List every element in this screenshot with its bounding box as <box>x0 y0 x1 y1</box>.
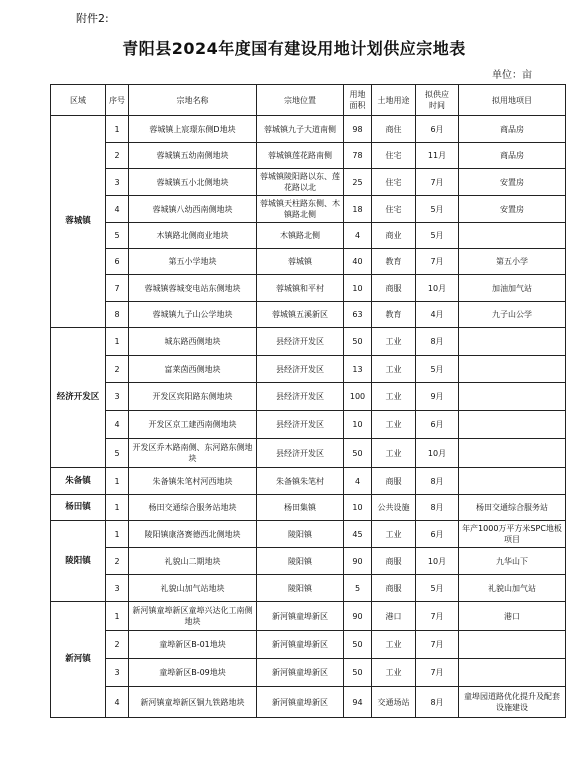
table-body <box>51 116 566 718</box>
cell-project <box>459 468 566 495</box>
cell-area: 50 <box>344 659 372 687</box>
cell-use: 教育 <box>372 249 416 275</box>
cell-seq: 1 <box>106 328 129 356</box>
cell-project <box>459 659 566 687</box>
region-cell: 朱备镇 <box>51 468 106 495</box>
cell-project: 加油加气站 <box>459 275 566 302</box>
cell-seq: 2 <box>106 631 129 659</box>
cell-name: 蓉城镇九子山公学地块 <box>129 302 257 328</box>
cell-name: 朱备镇朱笔村河西地块 <box>129 468 257 495</box>
table-row <box>51 631 566 659</box>
cell-name: 开发区京工建西南侧地块 <box>129 411 257 439</box>
cell-name: 陵阳镇康洛赛德西北侧地块 <box>129 521 257 548</box>
cell-time: 7月 <box>416 602 459 631</box>
cell-location: 陵阳镇 <box>257 575 344 602</box>
cell-location: 蓉城镇 <box>257 249 344 275</box>
cell-use: 交通场站 <box>372 687 416 718</box>
cell-name: 蓉城镇五幼南侧地块 <box>129 143 257 169</box>
cell-use: 商服 <box>372 275 416 302</box>
table-header-row <box>51 85 566 116</box>
cell-name: 第五小学地块 <box>129 249 257 275</box>
cell-project: 杨田交通综合服务站 <box>459 495 566 521</box>
table-row <box>51 356 566 383</box>
cell-seq: 1 <box>106 116 129 143</box>
cell-area: 25 <box>344 169 372 196</box>
cell-use: 商服 <box>372 548 416 575</box>
cell-use: 工业 <box>372 356 416 383</box>
cell-use: 住宅 <box>372 169 416 196</box>
header-location: 宗地位置 <box>257 85 344 116</box>
cell-use: 港口 <box>372 602 416 631</box>
cell-location: 陵阳镇 <box>257 548 344 575</box>
cell-location: 木镇路北侧 <box>257 223 344 249</box>
table-row <box>51 602 566 631</box>
cell-time: 5月 <box>416 356 459 383</box>
region-cell: 经济开发区 <box>51 328 106 468</box>
cell-project <box>459 439 566 468</box>
cell-name: 新河镇童埠新区童埠兴达化工南侧地块 <box>129 602 257 631</box>
cell-use: 商服 <box>372 575 416 602</box>
cell-name: 蓉城镇上宸璟东侧D地块 <box>129 116 257 143</box>
cell-project: 安置房 <box>459 169 566 196</box>
cell-project: 九子山公学 <box>459 302 566 328</box>
cell-area: 10 <box>344 495 372 521</box>
cell-location: 蓉城镇陵阳路以东、莲花路以北 <box>257 169 344 196</box>
cell-location: 蓉城镇和平村 <box>257 275 344 302</box>
cell-time: 8月 <box>416 468 459 495</box>
cell-seq: 4 <box>106 687 129 718</box>
cell-area: 98 <box>344 116 372 143</box>
cell-seq: 5 <box>106 439 129 468</box>
cell-area: 50 <box>344 631 372 659</box>
cell-seq: 4 <box>106 196 129 223</box>
cell-name: 童埠新区B-01地块 <box>129 631 257 659</box>
table-row <box>51 439 566 468</box>
cell-project: 九华山下 <box>459 548 566 575</box>
table-row <box>51 275 566 302</box>
cell-location: 新河镇童埠新区 <box>257 687 344 718</box>
cell-use: 工业 <box>372 659 416 687</box>
cell-time: 5月 <box>416 196 459 223</box>
table-row <box>51 116 566 143</box>
cell-use: 商业 <box>372 223 416 249</box>
cell-seq: 5 <box>106 223 129 249</box>
cell-area: 90 <box>344 602 372 631</box>
cell-seq: 2 <box>106 548 129 575</box>
cell-time: 6月 <box>416 411 459 439</box>
region-cell: 蓉城镇 <box>51 116 106 328</box>
cell-name: 城东路西侧地块 <box>129 328 257 356</box>
table-row <box>51 223 566 249</box>
cell-time: 11月 <box>416 143 459 169</box>
cell-use: 工业 <box>372 411 416 439</box>
cell-area: 45 <box>344 521 372 548</box>
cell-name: 蓉城镇蓉城变电站东侧地块 <box>129 275 257 302</box>
cell-location: 朱备镇朱笔村 <box>257 468 344 495</box>
cell-name: 开发区乔木路南侧、东河路东侧地块 <box>129 439 257 468</box>
region-cell: 新河镇 <box>51 602 106 718</box>
cell-time: 7月 <box>416 169 459 196</box>
cell-use: 工业 <box>372 439 416 468</box>
table-row <box>51 302 566 328</box>
cell-area: 4 <box>344 468 372 495</box>
cell-time: 6月 <box>416 116 459 143</box>
table-row <box>51 411 566 439</box>
cell-use: 住宅 <box>372 143 416 169</box>
cell-project <box>459 631 566 659</box>
cell-time: 10月 <box>416 275 459 302</box>
cell-area: 78 <box>344 143 372 169</box>
cell-project: 礼貌山加气站 <box>459 575 566 602</box>
attachment-label: 附件2: <box>76 12 109 25</box>
cell-seq: 6 <box>106 249 129 275</box>
cell-time: 10月 <box>416 548 459 575</box>
cell-seq: 3 <box>106 659 129 687</box>
cell-area: 63 <box>344 302 372 328</box>
cell-time: 10月 <box>416 439 459 468</box>
table-row <box>51 383 566 411</box>
cell-name: 新河镇童埠新区铜九铁路地块 <box>129 687 257 718</box>
cell-area: 50 <box>344 328 372 356</box>
cell-time: 5月 <box>416 575 459 602</box>
cell-location: 县经济开发区 <box>257 383 344 411</box>
table-row <box>51 196 566 223</box>
cell-area: 5 <box>344 575 372 602</box>
header-seq: 序号 <box>106 85 129 116</box>
cell-seq: 2 <box>106 143 129 169</box>
cell-time: 6月 <box>416 521 459 548</box>
cell-area: 94 <box>344 687 372 718</box>
cell-use: 商住 <box>372 116 416 143</box>
cell-location: 新河镇童埠新区 <box>257 631 344 659</box>
cell-time: 7月 <box>416 659 459 687</box>
cell-seq: 1 <box>106 521 129 548</box>
cell-seq: 2 <box>106 356 129 383</box>
table-row <box>51 143 566 169</box>
cell-use: 商服 <box>372 468 416 495</box>
cell-name: 礼貌山加气站地块 <box>129 575 257 602</box>
cell-seq: 1 <box>106 468 129 495</box>
cell-location: 县经济开发区 <box>257 411 344 439</box>
cell-location: 县经济开发区 <box>257 328 344 356</box>
cell-area: 90 <box>344 548 372 575</box>
unit-label: 单位：亩 <box>492 70 532 81</box>
cell-location: 蓉城镇天柱路东侧、木镇路北侧 <box>257 196 344 223</box>
cell-project: 商品房 <box>459 116 566 143</box>
cell-time: 4月 <box>416 302 459 328</box>
cell-time: 9月 <box>416 383 459 411</box>
page-title: 青阳县2024年度国有建设用地计划供应宗地表 <box>122 39 466 58</box>
cell-project: 商品房 <box>459 143 566 169</box>
cell-location: 县经济开发区 <box>257 356 344 383</box>
cell-project: 童埠园道路优化提升及配套设施建设 <box>459 687 566 718</box>
table-row <box>51 468 566 495</box>
cell-seq: 3 <box>106 575 129 602</box>
table-row <box>51 659 566 687</box>
cell-area: 100 <box>344 383 372 411</box>
table-row <box>51 169 566 196</box>
region-cell: 杨田镇 <box>51 495 106 521</box>
table-row <box>51 249 566 275</box>
cell-location: 新河镇童埠新区 <box>257 602 344 631</box>
cell-area: 18 <box>344 196 372 223</box>
cell-time: 8月 <box>416 495 459 521</box>
cell-seq: 1 <box>106 495 129 521</box>
cell-area: 13 <box>344 356 372 383</box>
cell-location: 蓉城镇五溪新区 <box>257 302 344 328</box>
cell-use: 工业 <box>372 383 416 411</box>
table-row <box>51 328 566 356</box>
cell-location: 新河镇童埠新区 <box>257 659 344 687</box>
cell-use: 教育 <box>372 302 416 328</box>
region-cell: 陵阳镇 <box>51 521 106 602</box>
cell-use: 工业 <box>372 521 416 548</box>
cell-seq: 7 <box>106 275 129 302</box>
cell-use: 工业 <box>372 631 416 659</box>
header-time: 拟供应 时间 <box>416 85 459 116</box>
cell-location: 县经济开发区 <box>257 439 344 468</box>
cell-seq: 3 <box>106 169 129 196</box>
land-supply-table <box>50 84 566 718</box>
header-name: 宗地名称 <box>129 85 257 116</box>
cell-project: 年产1000万平方米SPC地板项目 <box>459 521 566 548</box>
cell-time: 7月 <box>416 249 459 275</box>
table-row <box>51 495 566 521</box>
cell-use: 工业 <box>372 328 416 356</box>
header-region: 区域 <box>51 85 106 116</box>
cell-name: 开发区宾阳路东侧地块 <box>129 383 257 411</box>
table-row <box>51 521 566 548</box>
cell-project <box>459 223 566 249</box>
cell-project: 港口 <box>459 602 566 631</box>
cell-name: 富莱茵西侧地块 <box>129 356 257 383</box>
cell-project: 安置房 <box>459 196 566 223</box>
cell-area: 40 <box>344 249 372 275</box>
cell-time: 7月 <box>416 631 459 659</box>
cell-use: 住宅 <box>372 196 416 223</box>
table-row <box>51 575 566 602</box>
cell-time: 5月 <box>416 223 459 249</box>
header-use: 土地用途 <box>372 85 416 116</box>
cell-area: 4 <box>344 223 372 249</box>
cell-area: 50 <box>344 439 372 468</box>
cell-use: 公共设施 <box>372 495 416 521</box>
cell-project <box>459 383 566 411</box>
cell-seq: 3 <box>106 383 129 411</box>
cell-name: 木镇路北侧商业地块 <box>129 223 257 249</box>
cell-name: 礼貌山二期地块 <box>129 548 257 575</box>
cell-time: 8月 <box>416 687 459 718</box>
cell-location: 杨田集镇 <box>257 495 344 521</box>
cell-location: 蓉城镇莲花路南侧 <box>257 143 344 169</box>
cell-location: 蓉城镇九子大道南侧 <box>257 116 344 143</box>
cell-area: 10 <box>344 275 372 302</box>
cell-location: 陵阳镇 <box>257 521 344 548</box>
table-row <box>51 687 566 718</box>
cell-name: 蓉城镇五小北侧地块 <box>129 169 257 196</box>
cell-time: 8月 <box>416 328 459 356</box>
cell-name: 蓉城镇八幼西南侧地块 <box>129 196 257 223</box>
cell-name: 童埠新区B-09地块 <box>129 659 257 687</box>
cell-project <box>459 411 566 439</box>
cell-project: 第五小学 <box>459 249 566 275</box>
cell-seq: 8 <box>106 302 129 328</box>
table-row <box>51 548 566 575</box>
cell-project <box>459 356 566 383</box>
header-project: 拟用地项目 <box>459 85 566 116</box>
cell-area: 10 <box>344 411 372 439</box>
header-area: 用地 面积 <box>344 85 372 116</box>
cell-name: 杨田交通综合服务站地块 <box>129 495 257 521</box>
cell-seq: 4 <box>106 411 129 439</box>
cell-seq: 1 <box>106 602 129 631</box>
cell-project <box>459 328 566 356</box>
